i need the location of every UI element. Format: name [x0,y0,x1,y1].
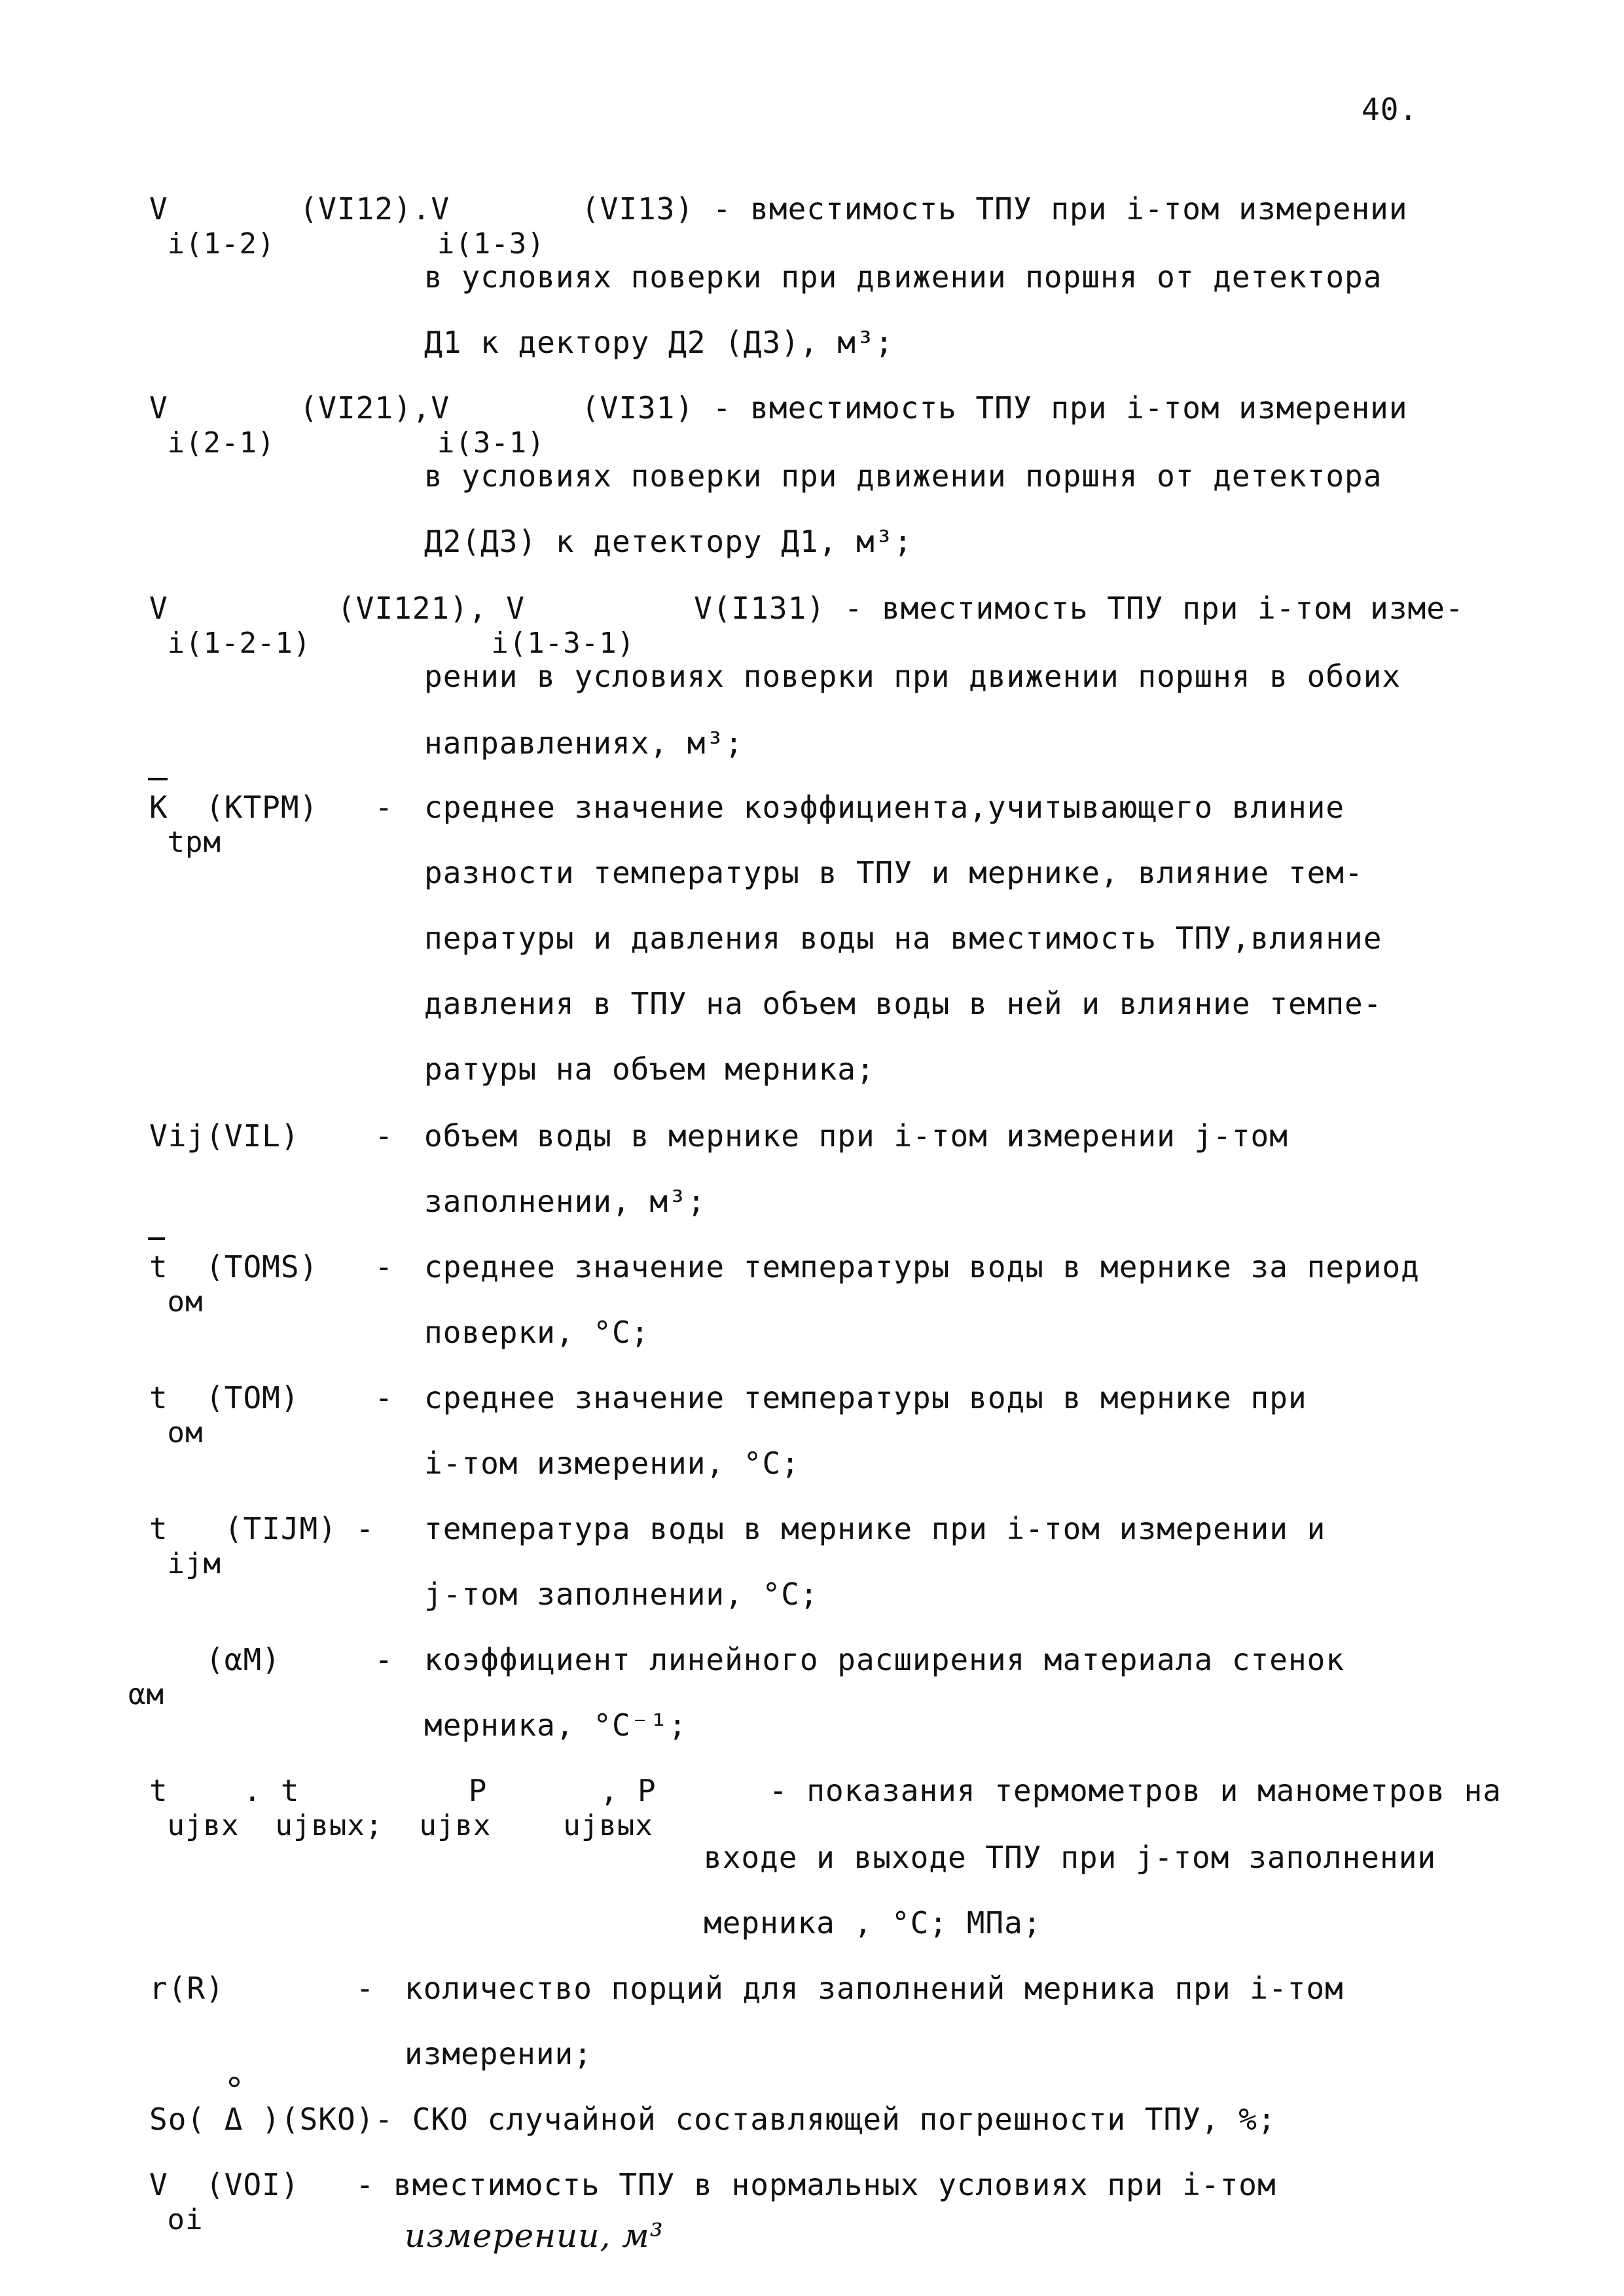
ring-accent-delta [229,2077,240,2087]
entry-8-head: t (TIJM) - [149,1511,375,1546]
entry-1-desc-2: Д1 к дектору Д2 (Д3), м³; [424,325,894,360]
entry-2-sub: i(2-1) i(3-1) [149,426,545,460]
entry-1-desc-1: в условиях поверки при движении поршня от детектора [424,259,1382,295]
entry-10-desc-2: мерника , °C; МПа; [704,1905,1042,1941]
entry-4-head: K (KTPM) - [149,790,394,825]
entry-4-desc-5: ратуры на объем мерника; [424,1051,875,1087]
entry-11-desc-2: измерении; [405,2036,592,2071]
entry-13-head: V (VOI) - вместимость ТПУ в нормальных условиях при i-том [149,2167,1276,2202]
entry-13-sub: oi [149,2203,204,2236]
entry-6-head: t (TOMS) - [149,1249,394,1285]
overbar-k [148,778,168,780]
entry-5-desc-2: заполнении, м³; [424,1184,706,1219]
entry-7-desc-2: i-том измерении, °C; [424,1446,800,1481]
entry-2-desc-1: в условиях поверки при движении поршня от детектора [424,458,1382,494]
entry-9-sub: αм [128,1678,164,1711]
entry-3-desc-2: направлениях, м³; [424,725,744,761]
entry-7-sub: ом [149,1416,204,1449]
entry-9-head: (αM) - [149,1642,394,1677]
entry-3-sub: i(1-2-1) i(1-3-1) [149,627,636,660]
entry-10-head: t . t P , P - показания термометров и манометров на [149,1773,1502,1808]
overbar-t [148,1237,165,1240]
entry-8-sub: ijм [149,1547,221,1580]
entry-3-desc-1: рении в условиях поверки при движении поршня в обоих [424,659,1401,694]
entry-10-desc-1: входе и выходе ТПУ при j-том заполнении [704,1840,1437,1875]
entry-7-desc-1: среднее значение температуры воды в мернике при [424,1380,1307,1415]
entry-12-head: So( Δ )(SKO)- СКО случайной составляющей погрешности ТПУ, %; [149,2102,1276,2137]
entry-8-desc-2: j-том заполнении, °C; [424,1576,819,1612]
entry-9-desc-2: мерника, °C⁻¹; [424,1707,687,1743]
entry-8-desc-1: температура воды в мернике при i-том измерении и [424,1511,1326,1546]
entry-2-head: V (VI21),V (VI31) - вместимость ТПУ при i-том измерении [149,390,1408,426]
entry-10-sub: ujвх ujвых; ujвх ujвых [149,1809,653,1842]
entry-1-sub: i(1-2) i(1-3) [149,227,545,261]
entry-4-sub: tpм [149,826,221,859]
page-number: 40. [1362,92,1418,127]
entry-7-head: t (TOM) - [149,1380,394,1415]
entry-4-desc-2: разности температуры в ТПУ и мернике, влияние тем- [424,855,1363,890]
entry-3-head: V (VI121), V V(I131) - вместимость ТПУ при i-том изме- [149,591,1464,626]
entry-6-desc-2: поверки, °C; [424,1315,650,1350]
handwritten-note: измерении, м³ [405,2217,664,2255]
entry-5-head: Vij(VIL) - [149,1118,394,1154]
entry-4-desc-3: пературы и давления воды на вместимость ТПУ,влияние [424,920,1382,956]
entry-11-head: r(R) - [149,1971,375,2006]
entry-4-desc-1: среднее значение коэффициента,учитывающего влиние [424,790,1345,825]
entry-6-sub: ом [149,1285,204,1319]
entry-11-desc-1: количество порций для заполнений мерника при i-том [405,1971,1344,2006]
entry-1-head: V (VI12).V (VI13) - вместимость ТПУ при i-том измерении [149,191,1408,227]
entry-4-desc-4: давления в ТПУ на объем воды в ней и влияние темпе- [424,986,1382,1021]
entry-5-desc-1: объем воды в мернике при i-том измерении j-том [424,1118,1288,1154]
entry-6-desc-1: среднее значение температуры воды в мернике за период [424,1249,1420,1285]
entry-2-desc-2: Д2(Д3) к детектору Д1, м³; [424,524,913,559]
entry-9-desc-1: коэффициент линейного расширения материала стенок [424,1642,1345,1677]
